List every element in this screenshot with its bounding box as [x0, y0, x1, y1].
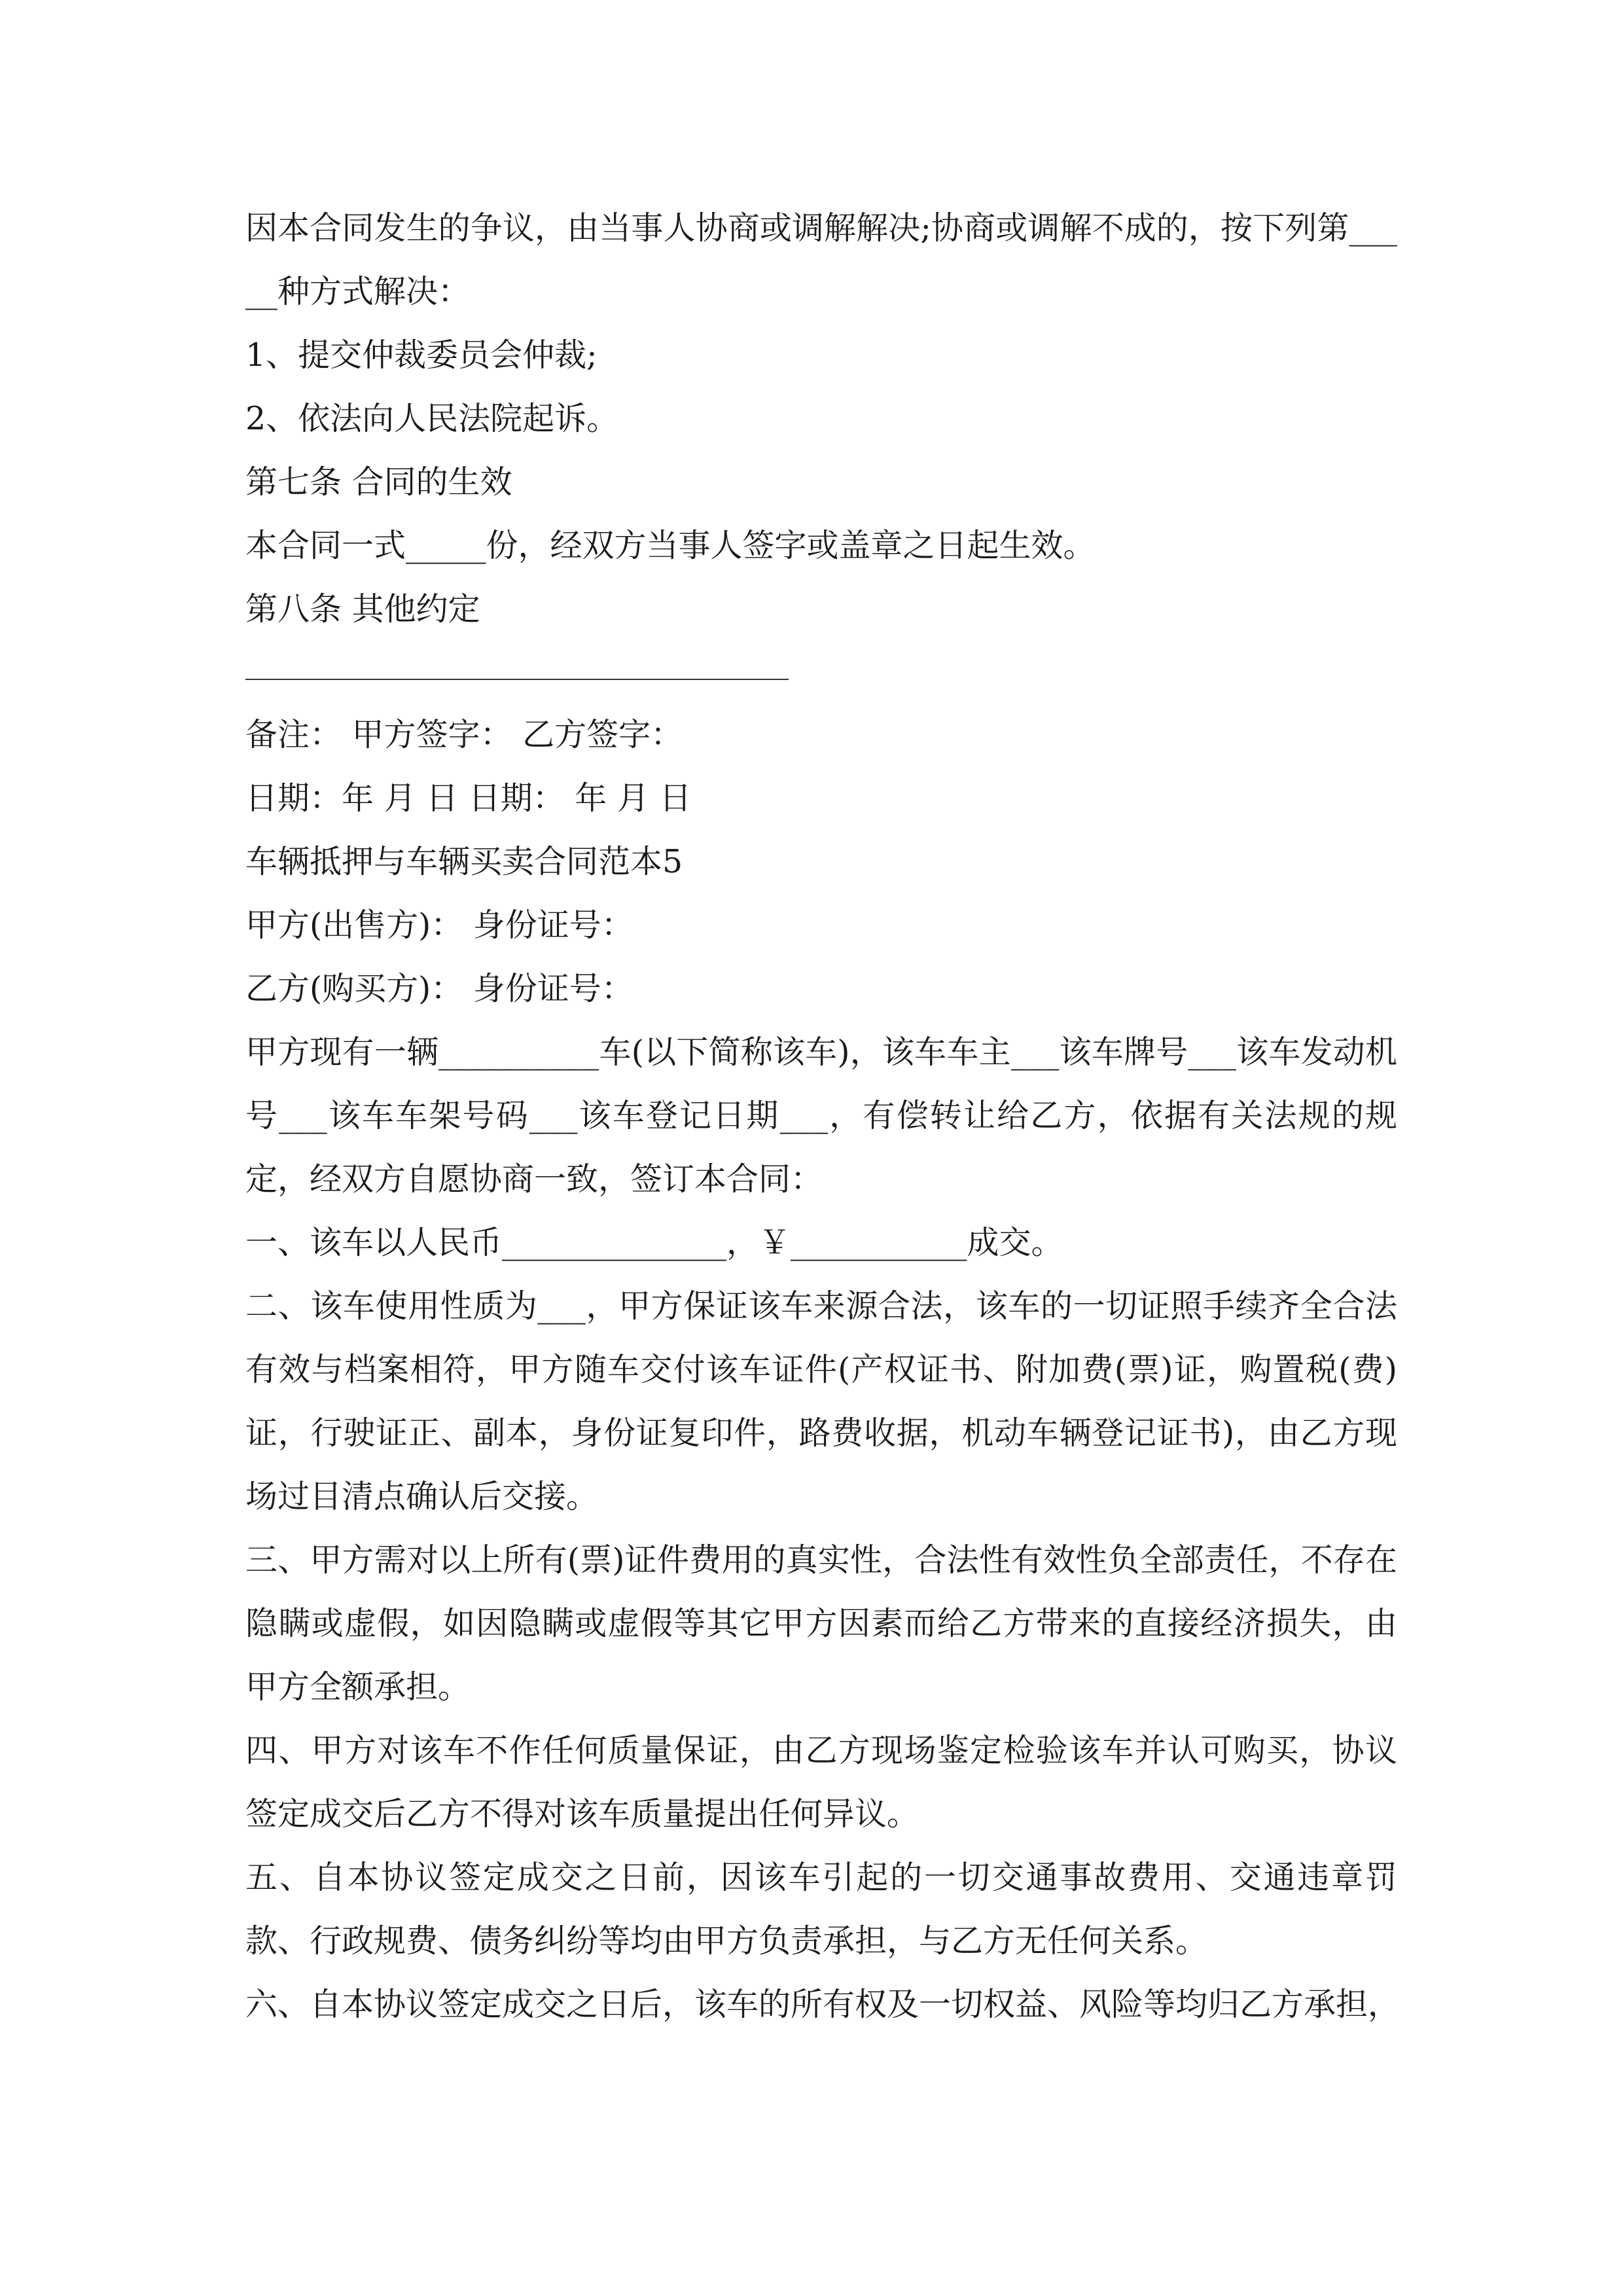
- effectiveness-clause: 本合同一式_____份，经双方当事人签字或盖章之日起生效。: [245, 527, 1096, 564]
- clause-1-price: 一、该车以人民币______________，￥___________成交。: [245, 1224, 1063, 1261]
- clause-2-usage: 二、该车使用性质为___，甲方保证该车来源合法，该车的一切证照手续齐全合法有效与档案相符，甲方随车交付该车证件(产权证书、附加费(票)证，购置税(费)证，行驶证正、副本，身份证复印件，路费收据，机动车辆登记证书)，由乙方现场过目清点确认后交接。: [245, 1287, 1397, 1515]
- clause-6-liability-after: 六、自本协议签定成交之日后，该车的所有权及一切权益、风险等均归乙方承担，: [245, 1986, 1400, 2023]
- clause-3-authenticity: 三、甲方需对以上所有(票)证件费用的真实性，合法性有效性负全部责任，不存在隐瞒或虚假，如因隐瞒或虚假等其它甲方因素而给乙方带来的直接经济损失，由甲方全额承担。: [245, 1541, 1397, 1706]
- clause-5-liability-before: 五、自本协议签定成交之日前，因该车引起的一切交通事故费用、交通违章罚款、行政规费、债务纠纷等均由甲方负责承担，与乙方无任何关系。: [245, 1859, 1397, 1960]
- divider-line: [245, 679, 789, 680]
- dispute-clause: 因本合同发生的争议，由当事人协商或调解解决;协商或调解不成的，按下列第_____种方式解决：: [245, 209, 1397, 310]
- contract-title: 车辆抵押与车辆买卖合同范本5: [245, 843, 683, 880]
- option-court: 2、依法向人民法院起诉。: [245, 400, 619, 437]
- option-arbitration: 1、提交仲裁委员会仲裁;: [245, 336, 597, 374]
- document-body: [245, 196, 1400, 2036]
- date-line: 日期：年 月 日 日期： 年 月 日: [245, 780, 692, 817]
- clause-4-quality: 四、甲方对该车不作任何质量保证，由乙方现场鉴定检验该车并认可购买，协议签定成交后乙方不得对该车质量提出任何异议。: [245, 1732, 1397, 1833]
- signature-line: 备注： 甲方签字： 乙方签字：: [245, 716, 683, 753]
- article-8-heading: 第八条 其他约定: [245, 590, 480, 628]
- party-a-line: 甲方(出售方)： 身份证号：: [245, 906, 633, 944]
- vehicle-intro-paragraph: 甲方现有一辆__________车(以下简称该车)，该车车主___该车牌号___该车发动机号___该车车架号码___该车登记日期___，有偿转让给乙方，依据有关法规的规定，经双方自愿协商一致，签订本合同：: [245, 1033, 1397, 1198]
- article-7-heading: 第七条 合同的生效: [245, 463, 512, 501]
- party-b-line: 乙方(购买方)： 身份证号：: [245, 970, 633, 1007]
